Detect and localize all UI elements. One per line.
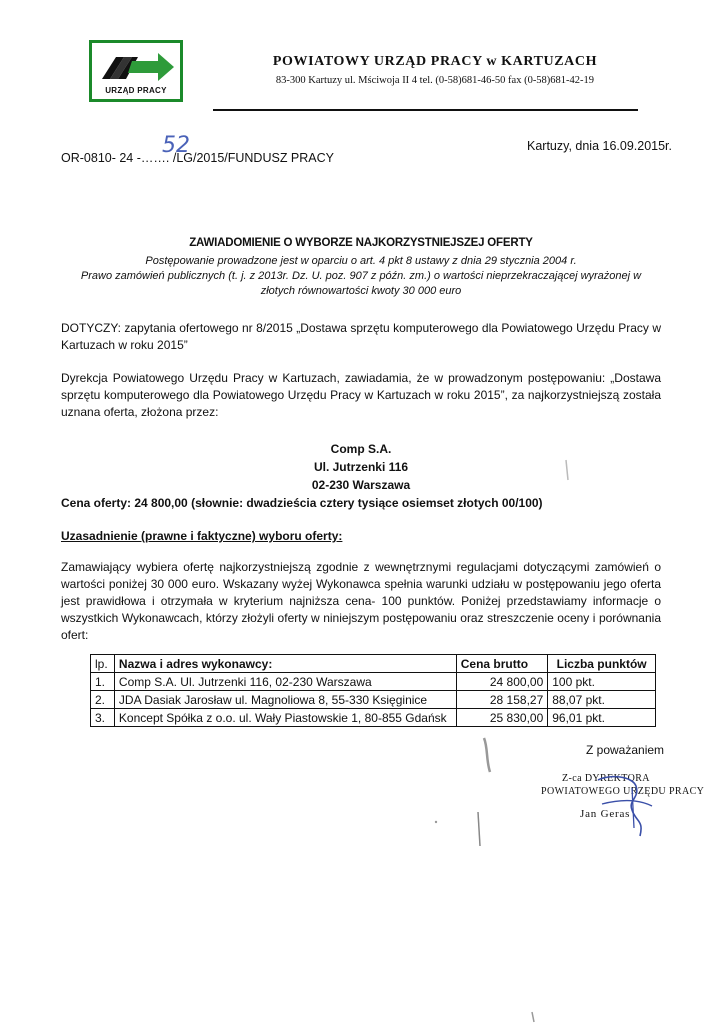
stamp-role: Z-ca DYREKTORA — [562, 773, 650, 784]
handwritten-reference-number: 52 — [162, 133, 190, 158]
logo-text: URZĄD PRACY — [105, 86, 167, 95]
stamp-office: POWIATOWEGO URZĘDU PRACY — [541, 786, 705, 797]
legal-basis-line-2: Prawo zamówień publicznych (t. j. z 2013r. Dz. U. poz. 907 z późn. zm.) o wartości nieprzekraczającej wyrażonej w — [80, 270, 642, 282]
row-price: 25 830,00 — [456, 709, 548, 727]
concern-paragraph: DOTYCZY: zapytania ofertowego nr 8/2015 „Dostawa sprzętu komputerowego dla Powiatowego Urzędu Pracy w Kartuzach w roku 2015” — [61, 321, 661, 352]
offer-price: Cena oferty: 24 800,00 (słownie: dwadzieścia cztery tysiące osiemset złotych 00/100) — [61, 496, 543, 510]
header-contractor: Nazwa i adres wykonawcy: — [114, 655, 456, 673]
winner-street: Ul. Jutrzenki 116 — [313, 460, 409, 474]
winner-name: Comp S.A. — [330, 442, 392, 456]
document-title: ZAWIADOMIENIE O WYBORZE NAJKORZYSTNIEJSZEJ OFERTY — [189, 237, 533, 249]
row-score: 100 pkt. — [548, 673, 656, 691]
row-no: 3. — [91, 709, 115, 727]
header-price: Cena brutto — [456, 655, 548, 673]
row-price: 24 800,00 — [456, 673, 548, 691]
organization-name: POWIATOWY URZĄD PRACY w KARTUZACH — [272, 54, 598, 69]
reference-number: OR-0810- 24 -……. /LG/2015/FUNDUSZ PRACY — [61, 151, 334, 165]
row-price: 28 158,27 — [456, 691, 548, 709]
notice-paragraph: Dyrekcja Powiatowego Urzędu Pracy w Kartuzach, zawiadamia, że w prowadzonym postępowaniu: „Dostawa sprzętu komputerowego dla Powiatowego Urzędu Pracy w Kartuzach w roku 2015”, za najkorzystniejszą została uznana oferta, złożona przez: — [61, 371, 661, 419]
legal-basis-line-3: złotych równowartości kwoty 30 000 euro — [260, 285, 462, 297]
row-score: 88,07 pkt. — [548, 691, 656, 709]
row-contractor: Koncept Spółka z o.o. ul. Wały Piastowskie 1, 80-855 Gdańsk — [114, 709, 456, 727]
header-no: lp. — [91, 655, 115, 673]
justification-heading: Uzasadnienie (prawne i faktyczne) wyboru oferty: — [61, 529, 343, 543]
document-date: Kartuzy, dnia 16.09.2015r. — [527, 139, 673, 153]
row-contractor: Comp S.A. Ul. Jutrzenki 116, 02-230 Warszawa — [114, 673, 456, 691]
row-no: 2. — [91, 691, 115, 709]
closing-salutation: Z poważaniem — [586, 743, 665, 757]
header-score: Liczba punktów — [548, 655, 656, 673]
organization-address: 83-300 Kartuzy ul. Mściwoja II 4 tel. (0-58)681-46-50 fax (0-58)681-42-19 — [275, 75, 595, 86]
justification-paragraph: Zamawiający wybiera ofertę najkorzystniejszą zgodnie z wewnętrznymi regulacjami dotyczącymi zamówień o wartości poniżej 30 000 euro. Wskazany wyżej Wykonawca spełnia warunki udziału w postępowaniu jego oferta jest prawidłowa i otrzymała w kryterium najniższa cena- 100 punktów. Poniżej przedstawiamy informacje o wszystkich Wykonawcach, którzy złożyli oferty w niniejszym postępowaniu oraz streszczenie oceny i porównania ofert: — [61, 560, 661, 642]
row-score: 96,01 pkt. — [548, 709, 656, 727]
stamp-name: Jan Geras — [580, 808, 631, 820]
row-contractor: JDA Dasiak Jarosław ul. Magnoliowa 8, 55-330 Księginice — [114, 691, 456, 709]
winner-city: 02-230 Warszawa — [311, 478, 411, 492]
legal-basis-line-1: Postępowanie prowadzone jest w oparciu o art. 4 pkt 8 ustawy z dnia 29 stycznia 2004 r. — [145, 255, 577, 267]
row-no: 1. — [91, 673, 115, 691]
